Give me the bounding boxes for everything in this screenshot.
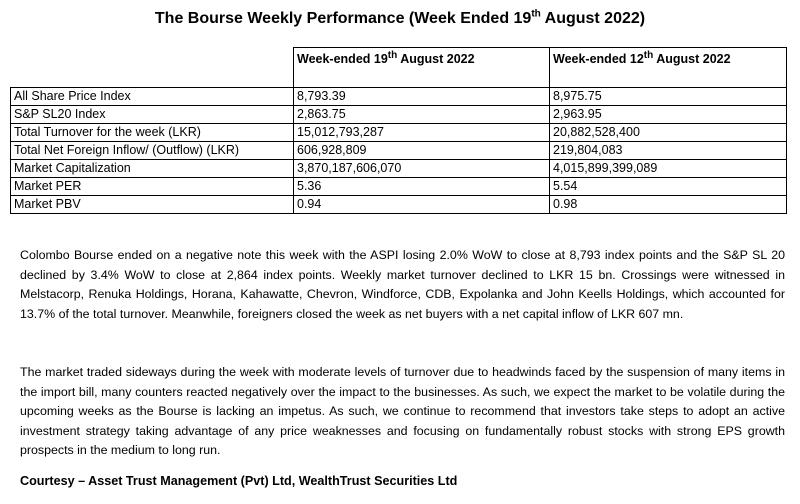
column-header-previous-week: Week-ended 12th August 2022 [550,48,787,88]
row-label: Market PER [11,178,294,196]
current-week-value: 5.36 [294,178,550,196]
current-week-value: 2,863.75 [294,106,550,124]
previous-week-value: 2,963.95 [550,106,787,124]
current-week-value: 3,870,187,606,070 [294,160,550,178]
current-week-value: 8,793.39 [294,88,550,106]
previous-week-value: 20,882,528,400 [550,124,787,142]
table-row [11,160,787,178]
table-row [11,88,787,106]
courtesy-line: Courtesy – Asset Trust Management (Pvt) Ltd, WealthTrust Securities Ltd [20,474,458,488]
outlook-paragraph: The market traded sideways during the week with moderate levels of turnover due to headwinds faced by the suspension of many items in the import bill, many counters reacted negatively over the impact to the businesses. As such, we expect the market to be volatile during the upcoming weeks as the Bourse is lacking an impetus. As such, we continue to recommend that investors take steps to adopt an active investment strategy taking advantage of any price weaknesses and focusing on fundamentally robust stocks with strong EPS growth prospects in the medium to long run. [20,365,785,457]
commentary-paragraph: Colombo Bourse ended on a negative note this week with the ASPI losing 2.0% WoW to close at 8,793 index points and the S&P SL 20 declined by 3.4% WoW to close at 2,864 index points. Weekly market turnover declined to LKR 15 bn. Crossings were witnessed in Melstacorp, Renuka Holdings, Horana, Kahawatte, Chevron, Windforce, CDB, Expolanka and John Keells Holdings, which accounted for 13.7% of the total turnover. Meanwhile, foreigners closed the week as net buyers with a net capital inflow of LKR 607 mn. [20,248,785,321]
row-label: Total Turnover for the week (LKR) [11,124,294,142]
previous-week-value: 8,975.75 [550,88,787,106]
row-label: S&P SL20 Index [11,106,294,124]
header-blank-cell [11,48,294,88]
table-row [11,124,787,142]
current-week-value: 0.94 [294,196,550,214]
previous-week-value: 219,804,083 [550,142,787,160]
document-title: The Bourse Weekly Performance (Week Ended 19th August 2022) [154,8,646,27]
current-week-value: 15,012,793,287 [294,124,550,142]
performance-table [10,47,787,214]
row-label: Total Net Foreign Inflow/ (Outflow) (LKR) [11,142,294,160]
row-label: All Share Price Index [11,88,294,106]
row-label: Market PBV [11,196,294,214]
table-row [11,196,787,214]
previous-week-value: 4,015,899,399,089 [550,160,787,178]
current-week-value: 606,928,809 [294,142,550,160]
previous-week-value: 5.54 [550,178,787,196]
column-header-current-week: Week-ended 19th August 2022 [294,48,550,88]
previous-week-value: 0.98 [550,196,787,214]
table-row [11,106,787,124]
row-label: Market Capitalization [11,160,294,178]
table-row [11,178,787,196]
table-row [11,142,787,160]
table-header-row [11,48,787,88]
